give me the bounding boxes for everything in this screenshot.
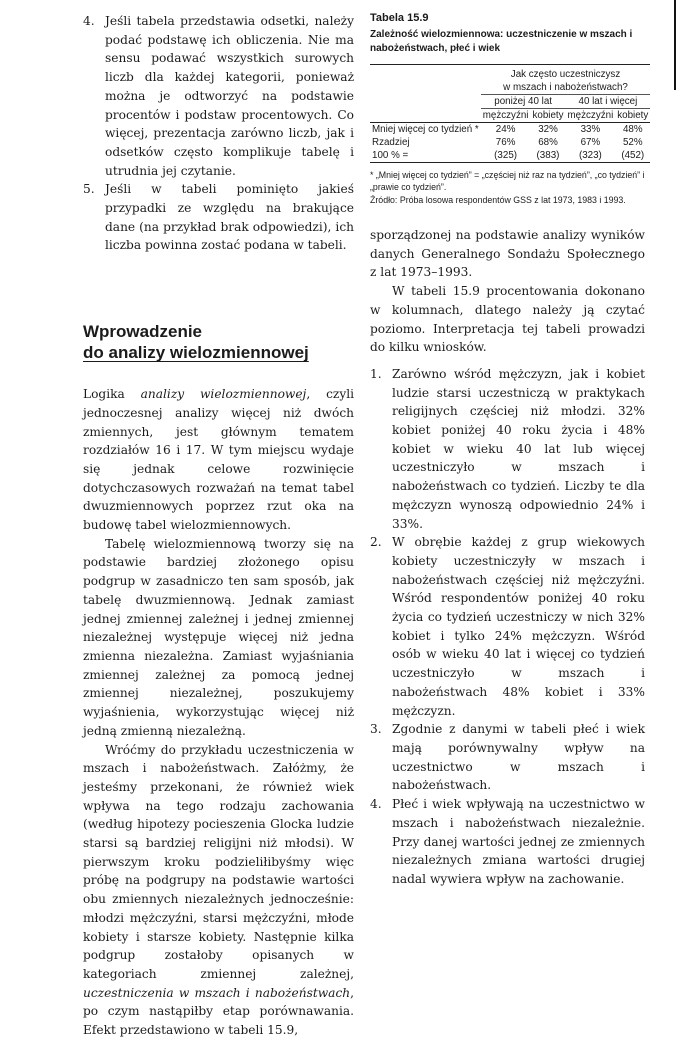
table-cell: 32% [530,123,565,137]
right-body [370,226,645,889]
left-column [83,12,354,1040]
table-cell: (323) [578,150,602,161]
data-table [370,64,649,206]
list-item [83,12,354,180]
list-item-number: 3. [370,722,382,737]
list-item [370,533,645,720]
table-source: Źródło: Próba losowa respondentów GSS z lat 1973, 1983 i 1993. [370,195,626,205]
table-cell: 52% [622,137,643,148]
table-group-header: poniżej 40 lat [481,95,566,109]
section-title [83,321,354,363]
paragraph-emphasis: analizy wielozmiennowej [140,387,307,402]
right-column [370,12,649,889]
list-item-number: 4. [83,14,95,28]
list-item-text: Zgodnie z danymi w tabeli płeć i wiek mają porównywalny wpływ na uczestnictwo w mszach i nabożeństwach. [392,722,645,793]
table-subheader: mężczyźni [482,110,529,121]
table-row-label: Mniej więcej co tydzień * [372,124,479,135]
paragraph-3 [83,741,354,1040]
table-cell: 68% [538,137,558,148]
table-cell: 48% [615,123,650,137]
list-item [83,180,354,255]
paragraph-2: Tabelę wielozmiennową tworzy się na podstawie bardziej złożonego opisu podgrup w zasadniczo ten sam sposób, jak tabelę dwuzmiennową. Jednak zamiast jednej zmiennej zależnej i jednej zmiennej niezależnej występuje więcej niż jedna zmienna niezależna. Zamiast wyjaśniania zmiennej zależnej za pomocą jednej zmiennej niezależnej, poszukujemy wyjaśnienia, wykorzystując więcej niż jedną zmienną niezależną. [83,536,354,738]
table-subheader: mężczyźni [567,110,614,121]
paragraph-emphasis: uczestniczenia w mszach i nabożeństwach [83,985,351,1000]
table-row-label: Rzadziej [372,137,410,148]
table-row [370,136,650,149]
page-edge-bar [674,0,676,90]
table-row [370,149,650,163]
table-label: Tabela 15.9 [370,12,429,24]
section-title-line1: Wprowadzenie [83,322,203,342]
table-subheader: kobiety [617,110,649,121]
table-cell: (383) [536,150,560,161]
table-cell: 67% [580,137,601,148]
table-row-label: 100 % = [372,150,409,161]
paragraph-text: Logika [83,387,141,402]
list-item-number: 1. [370,366,382,381]
table-cell: 24% [481,123,531,137]
list-item [370,365,645,533]
table-subheader: kobiety [532,110,564,121]
table-cell: 76% [495,137,516,148]
list-item [370,795,645,889]
paragraph-continued: sporządzonej na podstawie analizy wyników danych Generalnego Sondażu Społecznego z lat 1973–1993. [370,228,645,280]
list-item-number: 4. [370,797,382,812]
paragraph-text: , czyli jednoczesnej analizy więcej niż dwóch zmiennych, jest głównym tematem rozdziałów 16 i 17. W tym miejscu wydaje się jednak celowe rozwinięcie dotychczasowych rozważań na temat tabel dwuzmiennowych poprzez rzut oka na budowę tabel wielozmiennowych. [83,387,355,533]
table-header-main-2: w mszach i nabożeństwach? [503,82,628,93]
table-cell: (325) [494,150,518,161]
table-group-header: 40 lat i więcej [566,95,651,109]
table-cell: 33% [566,123,616,137]
paragraph-4: W tabeli 15.9 procentowania dokonano w kolumnach, dlatego należy ją czytać poziomo. Interpretacja tej tabeli prowadzi do kilku wniosków. [370,284,645,355]
table-cell: (452) [621,150,645,161]
paragraph-1 [83,385,354,535]
table-footnote: * „Mniej więcej co tydzień” = „częściej niż raz na tydzień”, „co tydzień” i „prawie co tydzień”. [370,170,645,192]
list-item-text: W obrębie każdej z grup wiekowych kobiety uczestniczyły w mszach i nabożeństwach częściej niż mężczyźni. Wśród respondentów poniżej 40 roku życia co tydzień uczestniczy w nich 32% kobiet i tylko 24% mężczyzn. Wśród osób w wieku 40 lat i więcej co tydzień uczestniczyło w mszach i nabożeństwach 48% kobiet i 33% mężczyzn. [392,535,645,718]
list-item [370,720,645,795]
list-item-text: Jeśli w tabeli pominięto jakieś przypadki ze względu na brakujące dane (na przykład brak odpowiedzi), ich liczba powinna zostać podana w tabeli. [105,182,354,253]
list-item-number: 2. [370,535,382,550]
section-title-line2: do analizy wielozmiennowej [83,343,309,363]
table-header-main-1: Jak często uczestniczysz [510,69,621,80]
paragraph-text: Wróćmy do przykładu uczestniczenia w mszach i nabożeństwach. Załóżmy, że jesteśmy przekonani, że również wiek wpływa na tego rodzaju zachowania (według hipotezy pocieszenia Glocka ludzie starsi są bardziej religijni niż młodsi). W pierwszym kroku podzieliłibyśmy więc próbę na podgrupy na podstawie wartości obu zmiennych niezależnych jednocześnie: młodzi mężczyźni, starsi mężczyźni, młode kobiety i starsze kobiety. Następnie kilka podgrup zostałoby opisanych w kategoriach zmiennej zależnej, [83,742,354,981]
list-item-text: Zarówno wśród mężczyzn, jak i kobiet ludzie starsi uczestniczą w praktykach religijnych częściej niż młodzi. 32% kobiet poniżej 40 roku życia i 48% kobiet w wieku 40 lat lub więcej uczestniczyło w mszach i nabożeństwach co tydzień. Liczby te dla mężczyzn wynoszą odpowiednio 24% i 33%. [392,366,645,531]
list-item-text: Jeśli tabela przedstawia odsetki, należy podać podstawę ich obliczenia. Nie ma sensu podawać wszystkich surowych liczb dla każdej kategorii, ponieważ można je odtworzyć na podstawie procentów i podstaw procentowych. Co więcej, prezentacja zarówno liczb, jak i odsetków często komplikuje tabelę i utrudnia jej czytanie. [105,14,354,178]
paragraph-text: , po czym nastąpiłby etap porównawania. Efekt przedstawiono w tabeli 15.9, [83,985,354,1038]
list-item-number: 5. [83,182,95,197]
table-row [370,123,650,137]
table-caption: Zależność wielozmiennowa: uczestniczenie w mszach i nabożeństwach, płeć i wiek [370,29,633,54]
list-item-text: Płeć i wiek wpływają na uczestnictwo w mszach i nabożeństwach niezależnie. Przy danej wartości jednej ze zmiennych niezależnych zmiana wartości drugiej nadal wywiera wpływ na zachowanie. [392,797,645,886]
